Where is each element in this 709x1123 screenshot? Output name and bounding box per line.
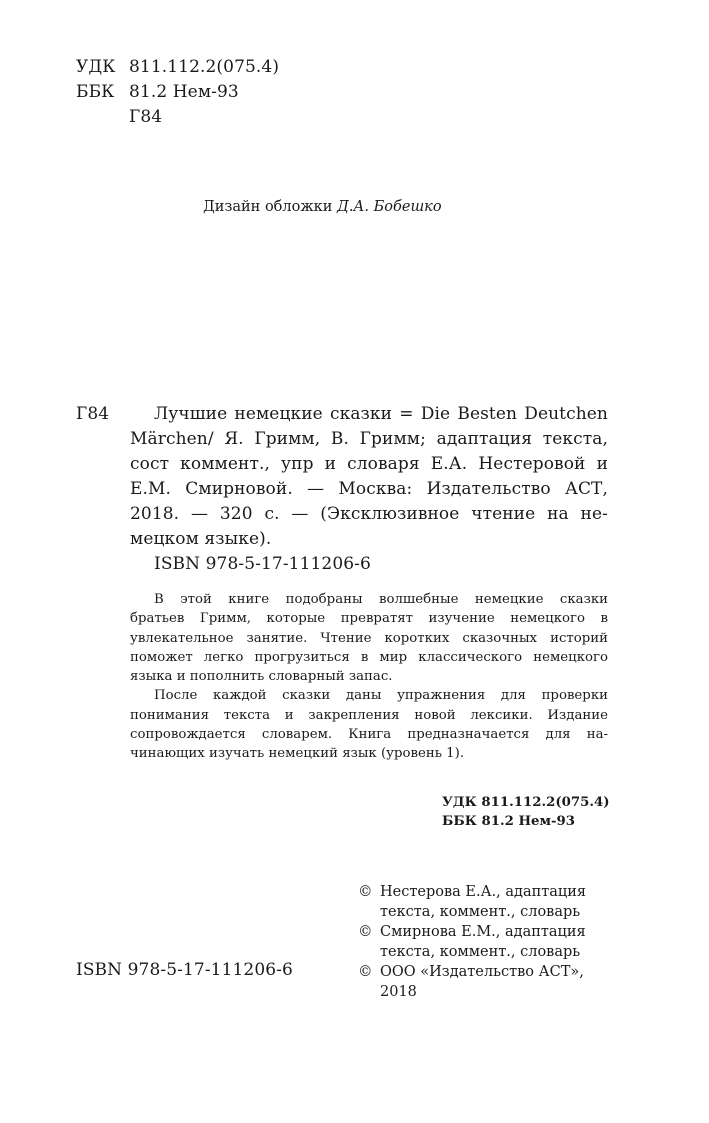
udk-value: 811.112.2(075.4)	[129, 57, 280, 77]
classification-bbk: ББК 81.2 Нем-93	[442, 814, 576, 830]
copyright-icon: ©	[358, 964, 373, 980]
classification-udk: УДК 811.112.2(075.4)	[442, 795, 610, 810]
copyright-line: 2018	[380, 984, 417, 1000]
catalog-description	[130, 402, 608, 577]
bbk-value: 81.2 Нем-93	[129, 82, 239, 102]
copyright-item	[358, 882, 586, 922]
cover-credit-prefix: Дизайн обложки	[203, 199, 333, 215]
cover-credit-name: Д.А. Бобешко	[337, 199, 442, 215]
annotation-line: понимания текста и закрепления новой лексики. Издание	[130, 707, 608, 723]
catalog-line: мецком языке).	[130, 529, 272, 549]
catalog-mark: Г84	[76, 404, 110, 424]
bbk-line	[76, 80, 279, 105]
copyright-block	[358, 882, 586, 1002]
header-block	[76, 55, 279, 130]
copyright-item	[358, 962, 586, 1002]
udk-label: УДК	[76, 57, 116, 77]
annotation-line: чинающих изучать немецкий язык (уровень 1).	[130, 746, 465, 762]
author-mark-line	[76, 105, 279, 130]
cover-credit	[203, 197, 442, 217]
annotation-line: братьев Гримм, которые превратят изучение немецкого в	[130, 611, 608, 627]
copyright-icon: ©	[358, 924, 373, 940]
catalog-line: 2018. — 320 с. — (Эксклюзивное чтение на не-	[130, 504, 608, 524]
annotation-line: В этой книге подобраны волшебные немецкие сказки	[154, 592, 608, 607]
footer-isbn: ISBN 978-5-17-111206-6	[76, 960, 293, 980]
catalog-line: Лучшие немецкие сказки = Die Besten Deutchen	[154, 404, 608, 424]
annotation-line: сопровождается словарем. Книга предназначается для на-	[130, 727, 608, 743]
copyright-line: Нестерова Е.А., адаптация	[380, 884, 587, 900]
annotation-line: После каждой сказки даны упражнения для проверки	[154, 688, 608, 704]
annotation-line: поможет легко прогрузиться в мир классического немецкого	[130, 649, 608, 665]
catalog-line: Е.М. Смирновой. — Москва: Издательство АСТ,	[130, 479, 608, 499]
catalog-line: Märchen/ Я. Гримм, В. Гримм; адаптация текста,	[130, 429, 608, 449]
annotation-line: языка и пополнить словарный запас.	[130, 669, 393, 685]
copyright-line: Смирнова Е.М., адаптация	[380, 924, 586, 940]
copyright-icon: ©	[358, 884, 373, 900]
copyright-item	[358, 922, 586, 962]
bbk-label: ББК	[76, 82, 115, 102]
annotation-line: увлекательное занятие. Чтение коротких сказочных историй	[130, 630, 608, 646]
catalog-isbn: ISBN 978-5-17-111206-6	[154, 554, 371, 574]
copyright-line: текста, коммент., словарь	[380, 904, 581, 920]
udk-line	[76, 55, 279, 80]
author-mark: Г84	[129, 107, 163, 127]
classification	[442, 793, 610, 832]
copyright-line: текста, коммент., словарь	[380, 944, 581, 960]
catalog-line: сост коммент., упр и словаря Е.А. Нестеровой и	[130, 454, 608, 474]
copyright-line: ООО «Издательство АСТ»,	[380, 964, 584, 980]
annotation	[130, 590, 608, 764]
